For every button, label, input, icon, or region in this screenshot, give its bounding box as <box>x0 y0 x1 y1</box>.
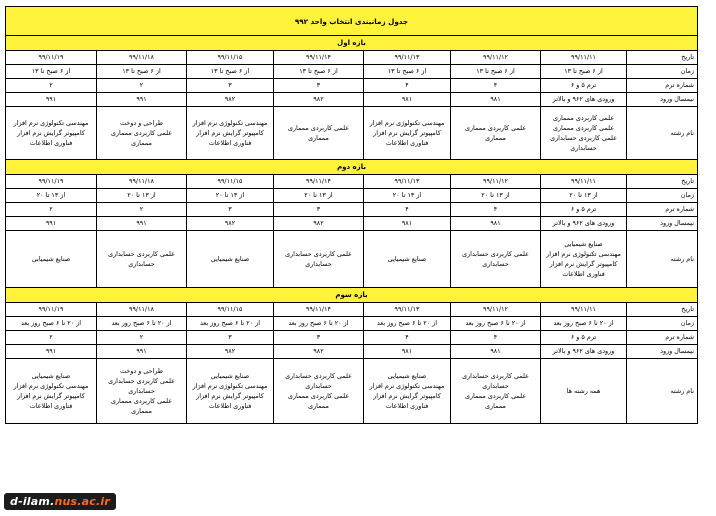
major-line: ممماری <box>485 402 506 410</box>
major-line: علمی کاربردی حسابداری <box>285 372 352 380</box>
entry-cell: ورودی های ۹۶۲ و بالاتر <box>541 345 627 359</box>
major-line: صنایع شیمیایی <box>31 255 71 263</box>
date-cell: ۹۹/۱۱/۱۳ <box>364 51 451 65</box>
major-line: علمی کاربردی حسابداری <box>462 250 529 258</box>
major-cell <box>97 359 187 424</box>
term-cell: ۲ <box>5 79 96 93</box>
major-line: صنایع شیمیایی <box>210 255 250 263</box>
term-label: شماره ترم <box>627 79 698 93</box>
entry-cell: ۹۸۱ <box>364 345 451 359</box>
date-cell: ۹۹/۱۱/۱۲ <box>451 175 541 189</box>
major-cell <box>451 107 541 160</box>
major-line: مهندسی تکنولوژی نرم افزار <box>192 119 268 127</box>
term-cell: ۴ <box>364 79 451 93</box>
date-cell: ۹۹/۱۱/۱۹ <box>5 303 96 317</box>
major-line: علمی کاربردی حسابداری <box>108 377 175 385</box>
time-label: زمان <box>627 189 698 203</box>
major-line: کامپیوتر گرایش نرم افزار <box>549 260 618 268</box>
date-cell: ۹۹/۱۱/۱۸ <box>97 303 187 317</box>
major-line: مهندسی تکنولوژی نرم افزار <box>369 119 445 127</box>
period-header-row <box>5 160 697 175</box>
major-cell <box>451 359 541 424</box>
major-line: حسابداری <box>482 382 509 390</box>
major-line: کامپیوتر گرایش نرم افزار <box>196 392 264 400</box>
schedule-document <box>6 6 698 424</box>
major-line: ممماری <box>308 402 329 410</box>
term-cell: ۲ <box>97 79 187 93</box>
major-line: ممماری <box>308 134 329 142</box>
major-cell <box>5 231 96 288</box>
major-line: علمی کاربردی ممماری <box>110 129 173 137</box>
entry-cell: ۹۸۲ <box>274 345 364 359</box>
term-cell: ۲ <box>5 203 96 217</box>
term-cell: ۴ <box>451 331 541 345</box>
major-line: علمی کاربردی حسابداری <box>550 134 617 142</box>
term-cell: ترم ۵ و ۶ <box>541 331 627 345</box>
title-row <box>5 7 697 36</box>
time-cell: از ۶ صبح تا ۱۳ <box>451 65 541 79</box>
time-cell: از ۱۳ تا ۲۰ <box>97 189 187 203</box>
period-title: بازه سوم <box>5 288 697 303</box>
term-cell: ۳ <box>187 331 274 345</box>
watermark-domain-accent: nus.ac.ir <box>54 495 110 508</box>
major-line: حسابداری <box>305 382 332 390</box>
term-label: شماره ترم <box>627 331 698 345</box>
time-cell: از ۲۰ تا ۶ صبح روز بعد <box>274 317 364 331</box>
major-cell <box>5 107 96 160</box>
term-cell: ترم ۵ و ۶ <box>541 203 627 217</box>
major-cell <box>97 107 187 160</box>
term-row <box>5 203 697 217</box>
entry-cell: ۹۹۱ <box>5 217 96 231</box>
schedule-table <box>5 6 698 424</box>
term-cell: ۳ <box>274 331 364 345</box>
term-cell: ۳ <box>274 203 364 217</box>
major-cell <box>364 359 451 424</box>
major-cell <box>541 231 627 288</box>
major-cell <box>364 107 451 160</box>
entry-cell: ۹۸۲ <box>274 93 364 107</box>
time-cell: از ۱۳ تا ۲۰ <box>5 189 96 203</box>
time-cell: از ۱۳ تا ۲۰ <box>541 189 627 203</box>
major-line: ممماری <box>131 139 152 147</box>
term-cell: ۳ <box>274 79 364 93</box>
watermark-domain: d-ilam. <box>10 495 55 508</box>
entry-label: نیمسال ورود <box>627 217 698 231</box>
major-line: ممماری <box>131 407 152 415</box>
entry-cell: ۹۸۱ <box>451 217 541 231</box>
time-cell: از ۱۳ تا ۲۰ <box>274 189 364 203</box>
major-line: طراحی و دوخت <box>120 367 163 375</box>
major-line: فناوری اطلاعات <box>562 270 605 278</box>
date-cell: ۹۹/۱۱/۱۸ <box>97 175 187 189</box>
time-cell: از ۲۰ تا ۶ صبح روز بعد <box>5 317 96 331</box>
date-row <box>5 175 697 189</box>
term-row <box>5 79 697 93</box>
major-cell <box>187 107 274 160</box>
major-line: فناوری اطلاعات <box>385 402 429 410</box>
date-cell: ۹۹/۱۱/۱۹ <box>5 51 96 65</box>
time-row <box>5 317 697 331</box>
major-line: مهندسی تکنولوژی نرم افزار <box>369 382 445 390</box>
major-line: فناوری اطلاعات <box>29 402 73 410</box>
major-line: طراحی و دوخت <box>120 119 163 127</box>
entry-label: نیمسال ورود <box>627 345 698 359</box>
term-row <box>5 331 697 345</box>
date-row <box>5 303 697 317</box>
period-header-row <box>5 288 697 303</box>
period-header-row <box>5 36 697 51</box>
major-cell <box>274 359 364 424</box>
major-line: علمی کاربردی ممماری <box>287 392 350 400</box>
time-cell: از ۲۰ تا ۶ صبح روز بعد <box>97 317 187 331</box>
major-line: علمی کاربردی حسابداری <box>285 250 352 258</box>
major-line: مهندسی تکنولوژی نرم افزار <box>13 119 89 127</box>
time-cell: از ۶ صبح تا ۱۳ <box>541 65 627 79</box>
major-line: فناوری اطلاعات <box>385 139 429 147</box>
major-label: نام رشته <box>627 107 698 160</box>
major-line: علمی کاربردی حسابداری <box>108 250 175 258</box>
term-cell: ۴ <box>451 79 541 93</box>
major-line: صنایع شیمیایی <box>210 372 250 380</box>
term-cell: ۳ <box>187 203 274 217</box>
major-line: همه رشته ها <box>566 387 601 395</box>
major-row <box>5 107 697 160</box>
date-cell: ۹۹/۱۱/۱۲ <box>451 51 541 65</box>
date-cell: ۹۹/۱۱/۱۳ <box>364 175 451 189</box>
date-cell: ۹۹/۱۱/۱۱ <box>541 175 627 189</box>
major-line: حسابداری <box>570 144 597 152</box>
date-cell: ۹۹/۱۱/۱۴ <box>274 51 364 65</box>
major-line: علمی کاربردی ممماری <box>552 124 615 132</box>
major-line: کامپیوتر گرایش نرم افزار <box>373 129 441 137</box>
term-cell: ۴ <box>451 203 541 217</box>
major-line: فناوری اطلاعات <box>29 139 73 147</box>
term-cell: ۲ <box>97 203 187 217</box>
major-label: نام رشته <box>627 231 698 288</box>
entry-cell: ورودی های ۹۶۲ و بالاتر <box>541 93 627 107</box>
major-cell <box>274 231 364 288</box>
major-line: علمی کاربردی ممماری <box>287 124 350 132</box>
major-cell <box>5 359 96 424</box>
major-row <box>5 359 697 424</box>
date-cell: ۹۹/۱۱/۱۱ <box>541 303 627 317</box>
major-cell <box>451 231 541 288</box>
entry-cell: ۹۸۱ <box>364 217 451 231</box>
schedule-body <box>5 7 697 424</box>
time-cell: از ۱۳ تا ۲۰ <box>187 189 274 203</box>
major-line: مهندسی تکنولوژی نرم افزار <box>192 382 268 390</box>
date-cell: ۹۹/۱۱/۱۳ <box>364 303 451 317</box>
major-row <box>5 231 697 288</box>
entry-cell: ۹۸۱ <box>364 93 451 107</box>
major-line: حسابداری <box>305 260 332 268</box>
page-title: جدول زمانبندی انتخاب واحد ۹۹۲ <box>5 7 697 36</box>
entry-label: نیمسال ورود <box>627 93 698 107</box>
date-cell: ۹۹/۱۱/۱۲ <box>451 303 541 317</box>
term-cell: ۲ <box>5 331 96 345</box>
date-label: تاریخ <box>627 51 698 65</box>
major-line: ممماری <box>485 134 506 142</box>
major-line: علمی کاربردی ممماری <box>464 124 527 132</box>
entry-cell: ۹۹۱ <box>97 93 187 107</box>
entry-cell: ۹۸۱ <box>451 93 541 107</box>
entry-cell: ۹۸۲ <box>187 217 274 231</box>
date-cell: ۹۹/۱۱/۱۴ <box>274 175 364 189</box>
entry-cell: ۹۹۱ <box>5 345 96 359</box>
date-label: تاریخ <box>627 175 698 189</box>
term-cell: ۳ <box>187 79 274 93</box>
entry-cell: ۹۹۱ <box>97 345 187 359</box>
major-cell <box>187 359 274 424</box>
date-cell: ۹۹/۱۱/۱۴ <box>274 303 364 317</box>
major-line: صنایع شیمیایی <box>387 255 427 263</box>
time-cell: از ۲۰ تا ۶ صبح روز بعد <box>187 317 274 331</box>
time-cell: از ۶ صبح تا ۱۳ <box>274 65 364 79</box>
entry-cell: ۹۸۲ <box>187 93 274 107</box>
time-cell: از ۲۰ تا ۶ صبح روز بعد <box>541 317 627 331</box>
entry-cell: ورودی های ۹۶۲ و بالاتر <box>541 217 627 231</box>
entry-cell: ۹۹۱ <box>97 217 187 231</box>
term-cell: ۴ <box>364 203 451 217</box>
entry-row <box>5 345 697 359</box>
time-label: زمان <box>627 317 698 331</box>
major-line: مهندسی تکنولوژی نرم افزار <box>13 382 89 390</box>
major-line: کامپیوتر گرایش نرم افزار <box>17 129 85 137</box>
entry-row <box>5 93 697 107</box>
period-title: بازه اول <box>5 36 697 51</box>
date-row <box>5 51 697 65</box>
major-line: صنایع شیمیایی <box>31 372 71 380</box>
entry-row <box>5 217 697 231</box>
major-line: علمی کاربردی ممماری <box>464 392 527 400</box>
time-cell: از ۱۳ تا ۲۰ <box>364 189 451 203</box>
major-line: علمی کاربردی ممماری <box>110 397 173 405</box>
term-cell: ترم ۵ و ۶ <box>541 79 627 93</box>
date-cell: ۹۹/۱۱/۱۵ <box>187 303 274 317</box>
major-label: نام رشته <box>627 359 698 424</box>
time-cell: از ۶ صبح تا ۱۳ <box>364 65 451 79</box>
major-line: کامپیوتر گرایش نرم افزار <box>196 129 264 137</box>
date-cell: ۹۹/۱۱/۱۱ <box>541 51 627 65</box>
date-cell: ۹۹/۱۱/۱۹ <box>5 175 96 189</box>
major-line: علمی کاربردی حسابداری <box>462 372 529 380</box>
time-label: زمان <box>627 65 698 79</box>
time-cell: از ۲۰ تا ۶ صبح روز بعد <box>451 317 541 331</box>
major-line: فناوری اطلاعات <box>208 139 252 147</box>
term-label: شماره ترم <box>627 203 698 217</box>
time-cell: از ۶ صبح تا ۱۳ <box>97 65 187 79</box>
major-cell <box>97 231 187 288</box>
date-cell: ۹۹/۱۱/۱۵ <box>187 51 274 65</box>
date-label: تاریخ <box>627 303 698 317</box>
entry-cell: ۹۸۲ <box>187 345 274 359</box>
entry-cell: ۹۸۲ <box>274 217 364 231</box>
major-cell <box>541 359 627 424</box>
site-watermark <box>4 493 116 510</box>
entry-cell: ۹۹۱ <box>5 93 96 107</box>
time-cell: از ۶ صبح تا ۱۳ <box>187 65 274 79</box>
time-cell: از ۲۰ تا ۶ صبح روز بعد <box>364 317 451 331</box>
date-cell: ۹۹/۱۱/۱۵ <box>187 175 274 189</box>
period-title: بازه دوم <box>5 160 697 175</box>
time-cell: از ۶ صبح تا ۱۳ <box>5 65 96 79</box>
major-cell <box>187 231 274 288</box>
major-line: حسابداری <box>128 260 155 268</box>
time-row <box>5 65 697 79</box>
major-line: مهندسی تکنولوژی نرم افزار <box>546 250 621 258</box>
major-line: کامپیوتر گرایش نرم افزار <box>17 392 85 400</box>
time-row <box>5 189 697 203</box>
date-cell: ۹۹/۱۱/۱۸ <box>97 51 187 65</box>
major-cell <box>541 107 627 160</box>
major-line: صنایع شیمیایی <box>564 240 603 248</box>
major-line: حسابداری <box>482 260 509 268</box>
term-cell: ۲ <box>97 331 187 345</box>
major-cell <box>274 107 364 160</box>
major-line: فناوری اطلاعات <box>208 402 252 410</box>
major-cell <box>364 231 451 288</box>
major-line: صنایع شیمیایی <box>387 372 427 380</box>
entry-cell: ۹۸۱ <box>451 345 541 359</box>
major-line: کامپیوتر گرایش نرم افزار <box>373 392 441 400</box>
time-cell: از ۱۳ تا ۲۰ <box>451 189 541 203</box>
major-line: حسابداری <box>128 387 155 395</box>
major-line: علمی کاربردی ممماری <box>552 114 615 122</box>
term-cell: ۴ <box>364 331 451 345</box>
